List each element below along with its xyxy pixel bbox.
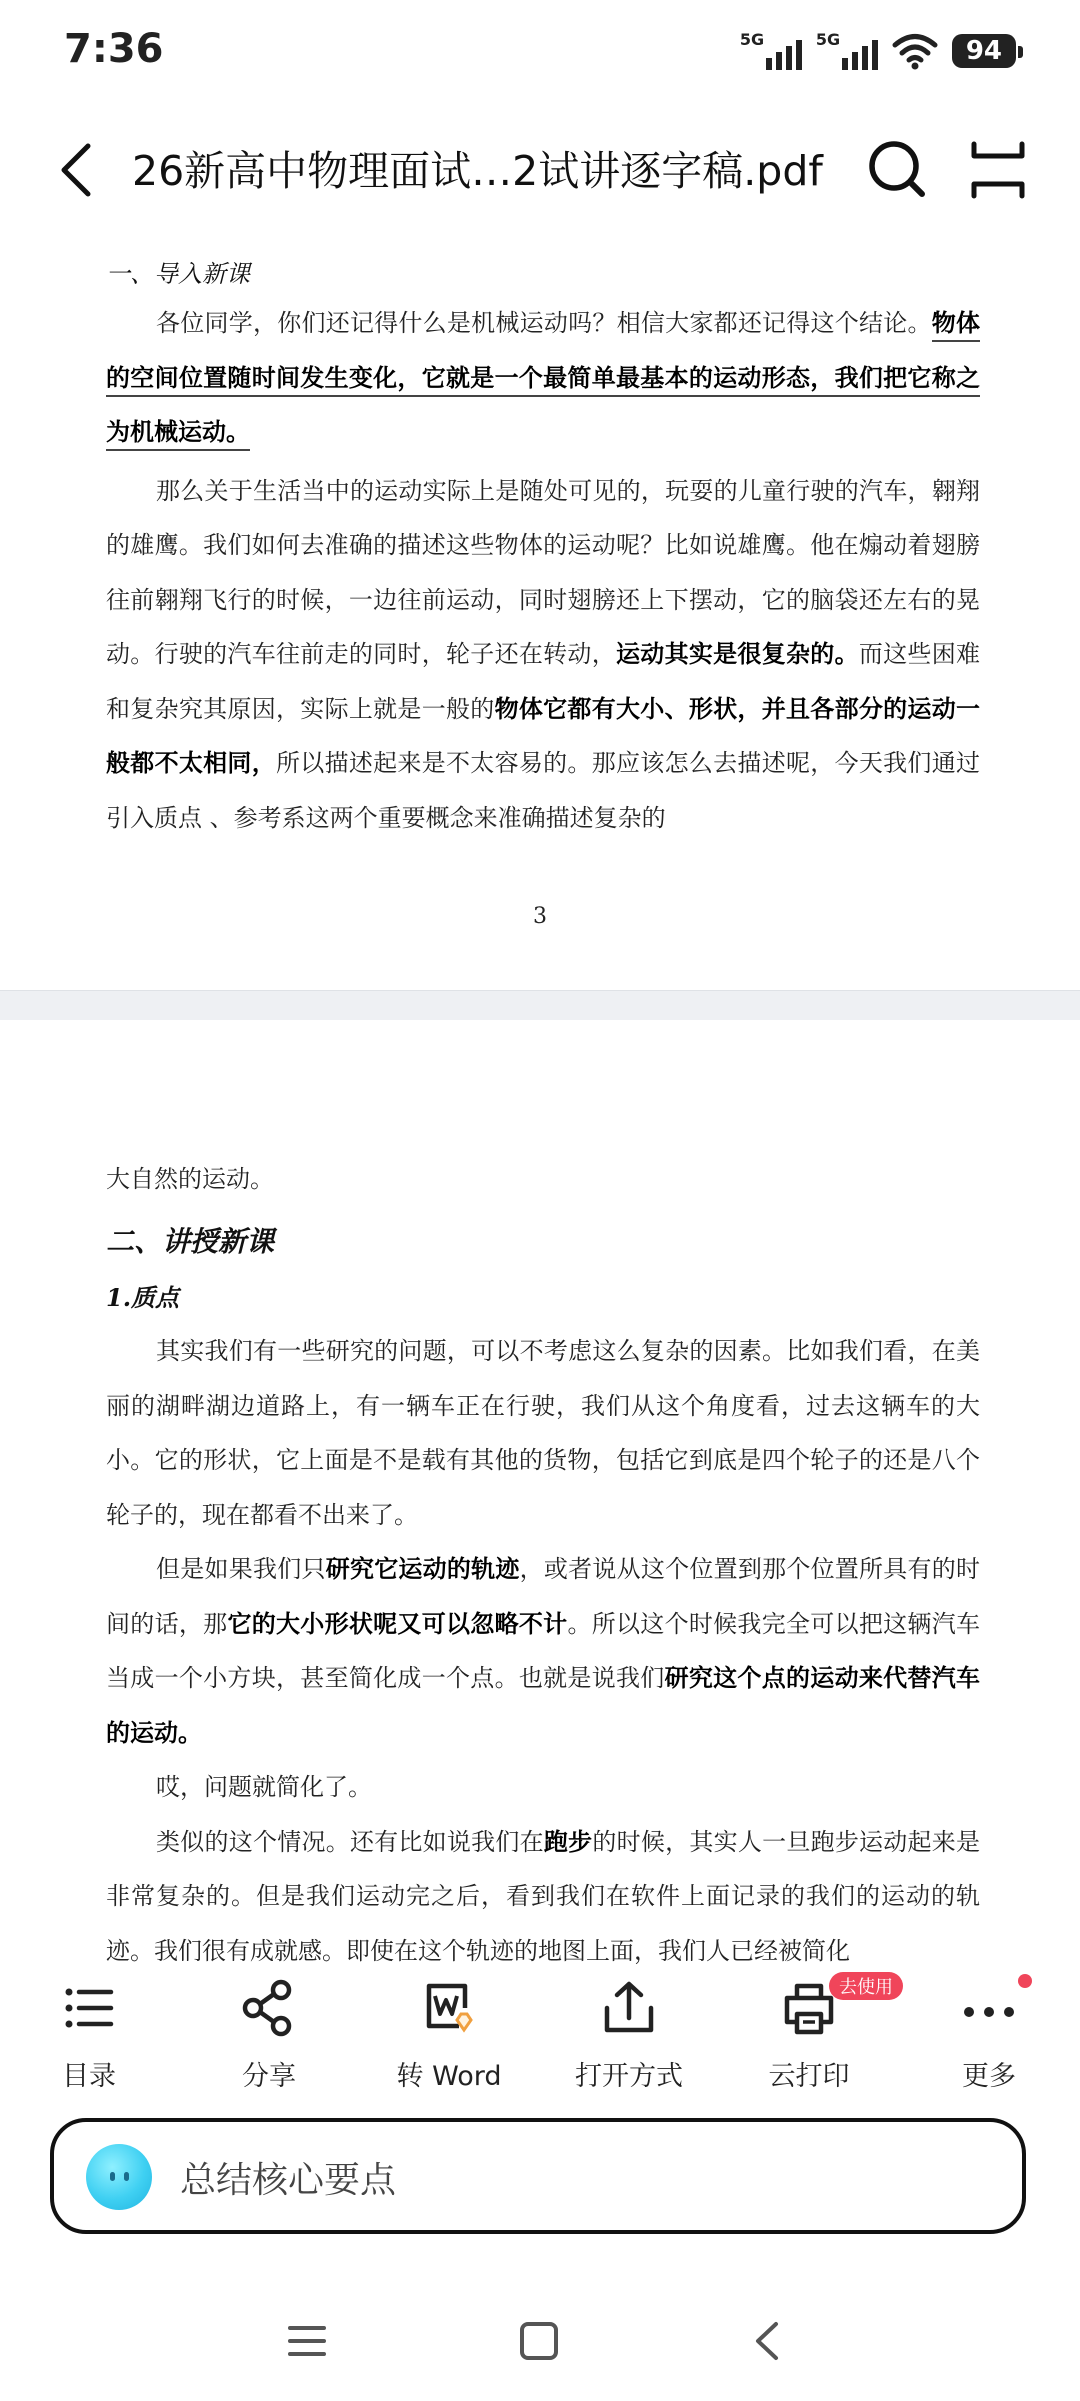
ai-assistant-avatar-icon bbox=[86, 2144, 152, 2210]
list-icon bbox=[59, 1978, 119, 2038]
ai-summary-label: 总结核心要点 bbox=[180, 2160, 397, 2201]
toolbar-button-toc[interactable]: 目录 bbox=[14, 1968, 164, 2098]
page-separator bbox=[0, 990, 1080, 1021]
toolbar-button-to-word[interactable]: 转 Word bbox=[374, 1968, 524, 2098]
ai-summary-button[interactable] bbox=[50, 2118, 1026, 2234]
signal-icon-sim1: 5G bbox=[740, 30, 802, 72]
toolbar-button-share[interactable]: 分享 bbox=[194, 1968, 344, 2098]
bottom-toolbar bbox=[0, 1968, 1080, 2098]
search-icon[interactable] bbox=[864, 134, 928, 202]
pdf-page-3[interactable] bbox=[0, 232, 1080, 990]
pdf-page-4[interactable] bbox=[0, 1020, 1080, 1968]
signal-icon-sim2: 5G bbox=[816, 30, 878, 72]
system-nav-bar bbox=[0, 2290, 1080, 2401]
word-convert-icon bbox=[419, 1978, 479, 2038]
document-title: 26新高中物理面试…2试讲逐字稿.pdf bbox=[132, 147, 823, 195]
paragraph: 其实我们有一些研究的问题，可以不考虑这么复杂的因素。比如我们看，在美丽的湖畔湖边道路上，有一辆车正在行驶，我们从这个角度看，过去这辆车的大小。它的形状，它上面是不是载有其他的货物，包括它到底是四个轮子的还是八个轮子的，现在都看不出来了。 但是如果我们只研究它运动的轨迹，或者说从这个位置到那个位置所具有的时间的话，那它的大小形状呢又可以忽略不计。所以这个时候我完全可以把这辆汽车当成一个小方块，甚至简化成一个点。也就是说我们研究这个点的运动来代替汽车的运动。 哎，问题就简化了。 类似的这个情况。还有比如说我们在跑步的时候，其实人一旦跑步运动起来是非常复杂的。但是我们运动完之后，看到我们在软件上面记录的我们的运动的轨迹。我们很有成就感。即使在这个轨迹的地图上面，我们人已经被简化 bbox=[106, 1337, 981, 1965]
section-heading: 二、讲授新课 bbox=[106, 1225, 275, 1258]
nav-back-icon[interactable] bbox=[744, 2316, 794, 2366]
wifi-icon bbox=[892, 32, 938, 70]
notification-dot bbox=[1018, 1974, 1032, 1988]
toolbar-button-open-with[interactable]: 打开方式 bbox=[554, 1968, 704, 2098]
toolbar-button-more[interactable]: 更多 bbox=[914, 1968, 1064, 2098]
title-bar bbox=[0, 110, 1080, 230]
page-number: 3 bbox=[533, 904, 547, 929]
status-icons bbox=[740, 30, 1016, 72]
paragraph: 各位同学，你们还记得什么是机械运动吗？相信大家都还记得这个结论。物体的空间位置随时间发生变化，它就是一个最简单最基本的运动形态，我们把它称之为机械运动。 那么关于生活当中的运动实际上是随处可见的，玩耍的儿童行驶的汽车，翱翔的雄鹰。我们如何去准确的描述这些物体的运动呢？比如说雄鹰。他在煽动着翅膀往前翱翔飞行的时候，一边往前运动，同时翅膀还上下摆动，它的脑袋还左右的晃动。行驶的汽车往前走的同时，轮子还在转动，运动其实是很复杂的。而这些困难和复杂究其原因，实际上就是一般的物体它都有大小、形状，并且各部分的运动一般都不太相同，所以描述起来是不太容易的。那应该怎么去描述呢，今天我们通过引入质点 、参考系这两个重要概念来准确描述复杂的 bbox=[106, 308, 981, 832]
subsection-heading: 1.质点 bbox=[106, 1283, 180, 1312]
expand-icon[interactable] bbox=[968, 138, 1028, 202]
back-icon[interactable] bbox=[52, 140, 102, 200]
home-icon[interactable] bbox=[514, 2316, 564, 2366]
underlined-text: 物体的空间位置随时间发生变化，它就是一个最简单最基本的运动形态，我们把它称之为机械运动。 bbox=[106, 308, 980, 451]
battery-indicator: 94 bbox=[952, 34, 1016, 68]
try-now-badge: 去使用 bbox=[829, 1972, 903, 2000]
paragraph: 大自然的运动。 bbox=[106, 1165, 274, 1193]
recent-apps-icon[interactable] bbox=[282, 2316, 332, 2366]
toolbar-button-cloud-print[interactable]: 去使用 云打印 bbox=[734, 1968, 884, 2098]
status-time: 7:36 bbox=[64, 26, 164, 72]
status-bar bbox=[0, 0, 1080, 100]
open-with-icon bbox=[599, 1978, 659, 2038]
share-icon bbox=[239, 1978, 299, 2038]
more-icon bbox=[959, 1978, 1019, 2038]
section-heading: 一、导入新课 bbox=[106, 260, 250, 288]
